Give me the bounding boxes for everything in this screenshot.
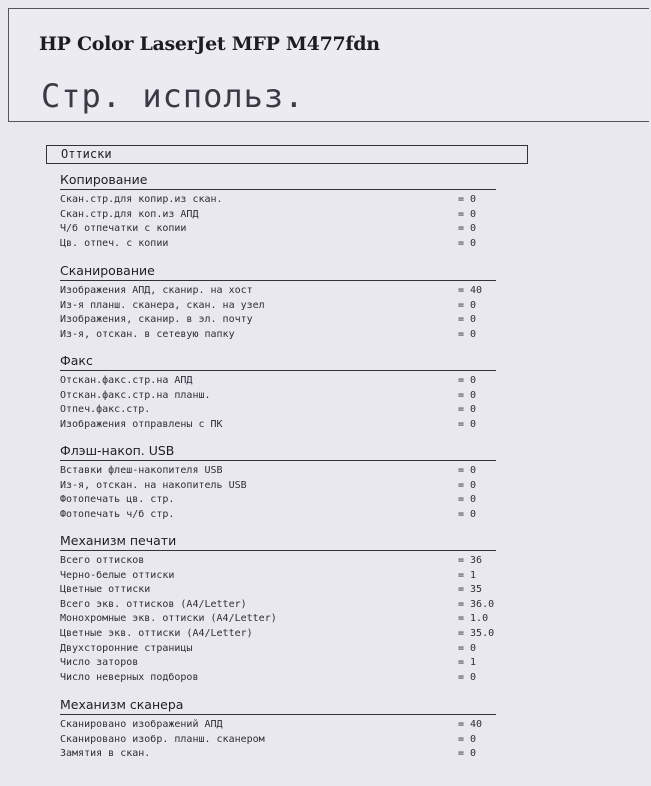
usage-label: Отпеч.факс.стр.	[60, 404, 151, 416]
usage-label: Цветные оттиски	[60, 584, 151, 596]
usage-row	[60, 671, 500, 686]
usage-label: Монохромные экв. оттиски (A4/Letter)	[60, 613, 277, 625]
usage-row	[60, 508, 500, 523]
usage-value: = 0	[458, 733, 477, 745]
usage-row	[60, 208, 500, 223]
usage-label: Число заторов	[60, 657, 139, 669]
printer-model: HP Color LaserJet MFP M477fdn	[39, 33, 380, 55]
usage-label: Всего экв. оттисков (A4/Letter)	[60, 598, 247, 610]
group-title: Механизм сканера	[60, 697, 496, 715]
usage-value: = 40	[458, 285, 483, 296]
usage-value: = 1	[458, 657, 477, 669]
usage-value: = 35	[458, 584, 483, 596]
usage-value: = 36	[458, 555, 483, 566]
usage-value: = 0	[458, 418, 477, 430]
usage-value: = 35.0	[458, 627, 495, 639]
group-title: Механизм печати	[60, 533, 496, 551]
usage-group	[60, 263, 500, 342]
usage-value: = 0	[458, 389, 477, 401]
usage-label: Цветные экв. оттиски (A4/Letter)	[60, 627, 253, 639]
usage-value: = 0	[458, 494, 477, 506]
usage-value: = 0	[458, 237, 477, 249]
usage-value: = 0	[458, 194, 477, 205]
usage-label: Изображения, сканир. в эл. почту	[60, 314, 253, 326]
impressions-section-header: Оттиски	[46, 145, 528, 164]
usage-value: = 0	[458, 748, 477, 760]
usage-label: Число неверных подборов	[60, 671, 199, 683]
usage-label: Изображения АПД, сканир. на хост	[60, 285, 253, 296]
usage-label: Из-я планш. сканера, скан. на узел	[60, 299, 265, 311]
usage-row	[60, 479, 500, 494]
usage-group	[60, 533, 500, 685]
usage-value: = 0	[458, 404, 477, 416]
usage-row	[60, 718, 500, 733]
group-title: Флэш-накоп. USB	[60, 443, 496, 461]
usage-row	[60, 464, 500, 479]
usage-row	[60, 284, 500, 299]
usage-row	[60, 222, 500, 237]
usage-value: = 0	[458, 671, 477, 683]
usage-group	[60, 353, 500, 432]
usage-group	[60, 172, 500, 251]
usage-value: = 1	[458, 569, 477, 581]
usage-row	[60, 554, 500, 569]
usage-row	[60, 747, 500, 762]
usage-label: Из-я, отскан. в сетевую папку	[60, 328, 235, 340]
usage-value: = 0	[458, 328, 477, 340]
usage-row	[60, 418, 500, 433]
usage-row	[60, 493, 500, 508]
usage-row	[60, 403, 500, 418]
page-title: Стр. использ.	[41, 77, 305, 115]
usage-row	[60, 374, 500, 389]
usage-label: Фотопечать цв. стр.	[60, 494, 175, 506]
header-box	[8, 8, 649, 122]
usage-label: Сканировано изображений АПД	[60, 719, 223, 730]
usage-value: = 0	[458, 479, 477, 491]
group-title: Сканирование	[60, 263, 496, 281]
usage-row	[60, 193, 500, 208]
usage-label: Цв. отпеч. с копии	[60, 237, 169, 249]
usage-value: = 0	[458, 314, 477, 326]
group-title: Факс	[60, 353, 496, 371]
usage-label: Фотопечать ч/б стр.	[60, 508, 175, 520]
usage-label: Из-я, отскан. на накопитель USB	[60, 479, 247, 491]
usage-label: Ч/б отпечатки с копии	[60, 223, 187, 235]
usage-label: Скан.стр.для коп.из АПД	[60, 208, 199, 220]
usage-value: = 0	[458, 642, 477, 654]
usage-row	[60, 313, 500, 328]
usage-row	[60, 612, 500, 627]
usage-row	[60, 237, 500, 252]
usage-value: = 40	[458, 719, 483, 730]
usage-label: Всего оттисков	[60, 555, 145, 566]
usage-row	[60, 299, 500, 314]
usage-value: = 0	[458, 299, 477, 311]
usage-row	[60, 656, 500, 671]
usage-row	[60, 642, 500, 657]
usage-value: = 36.0	[458, 598, 495, 610]
usage-value: = 0	[458, 223, 477, 235]
usage-group	[60, 697, 500, 762]
usage-label: Замятия в скан.	[60, 748, 151, 760]
usage-row	[60, 389, 500, 404]
usage-label: Скан.стр.для копир.из скан.	[60, 194, 223, 205]
usage-value: = 0	[458, 465, 477, 476]
usage-label: Отскан.факс.стр.на планш.	[60, 389, 211, 401]
usage-label: Двухсторонние страницы	[60, 642, 193, 654]
usage-label: Черно-белые оттиски	[60, 569, 175, 581]
usage-group	[60, 443, 500, 522]
usage-value: = 1.0	[458, 613, 489, 625]
usage-label: Вставки флеш-накопителя USB	[60, 465, 223, 476]
usage-row	[60, 627, 500, 642]
usage-row	[60, 569, 500, 584]
usage-label: Изображения отправлены с ПК	[60, 418, 223, 430]
usage-value: = 0	[458, 208, 477, 220]
group-title: Копирование	[60, 172, 496, 190]
usage-row	[60, 733, 500, 748]
usage-label: Отскан.факс.стр.на АПД	[60, 375, 193, 386]
usage-value: = 0	[458, 508, 477, 520]
usage-label: Сканировано изобр. планш. сканером	[60, 733, 265, 745]
usage-row	[60, 598, 500, 613]
usage-row	[60, 583, 500, 598]
usage-value: = 0	[458, 375, 477, 386]
usage-row	[60, 328, 500, 343]
